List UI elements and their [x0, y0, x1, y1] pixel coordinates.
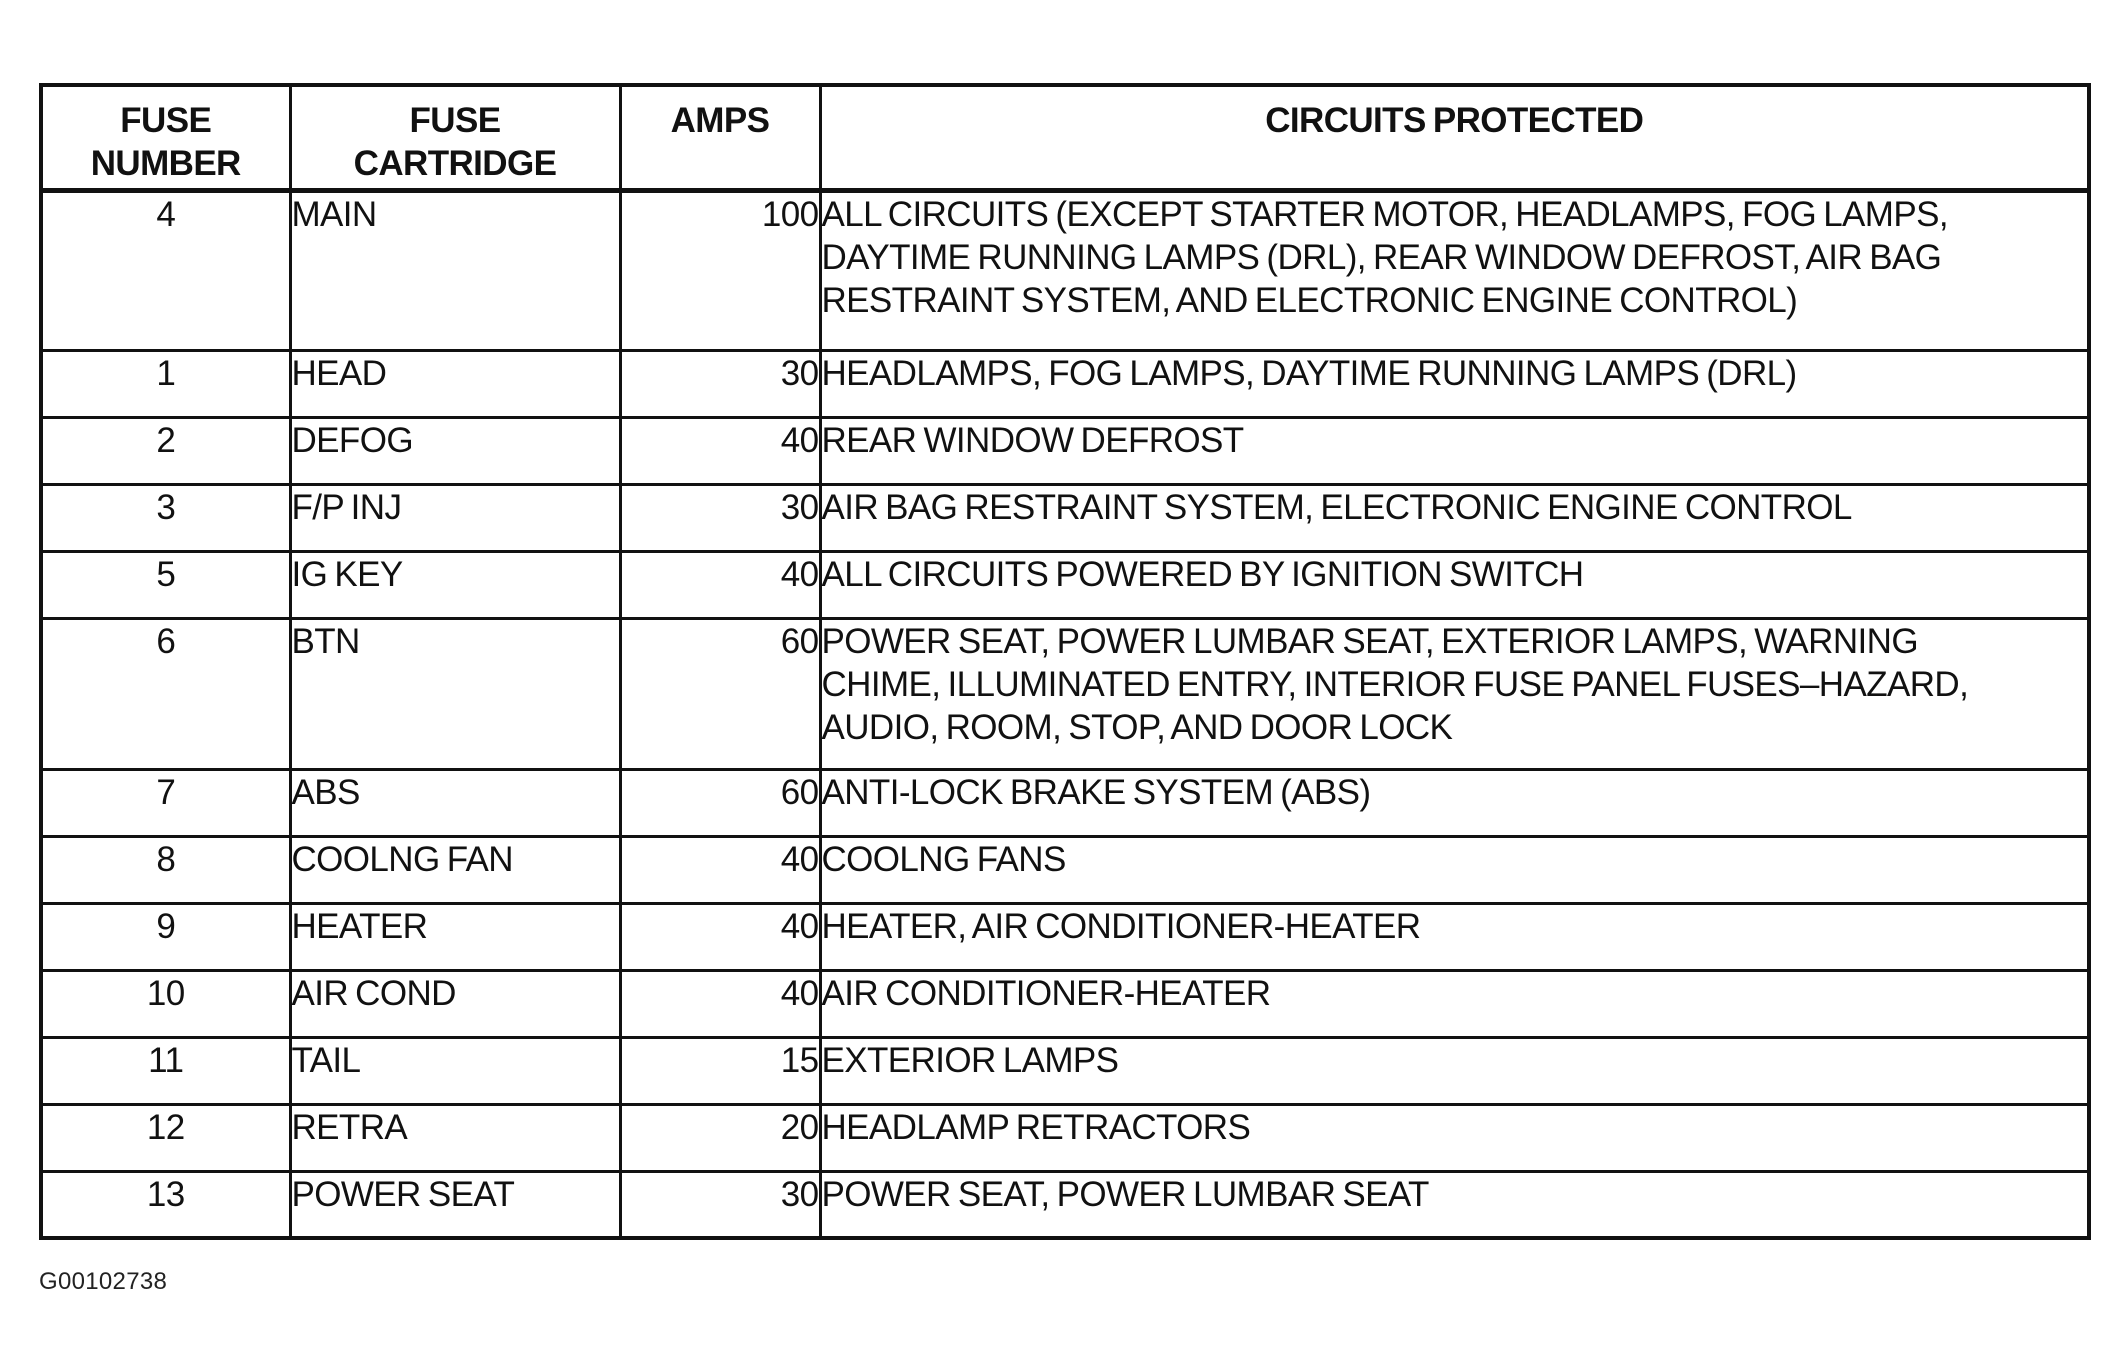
figure-code: G00102738: [39, 1268, 168, 1295]
table-row: [41, 1104, 2089, 1171]
circuits-line: AUDIO, ROOM, STOP, AND DOOR LOCK: [821, 707, 1453, 747]
table-row: [41, 903, 2089, 970]
fuse-cartridge-cell: ABS: [290, 769, 620, 836]
fuse-cartridge-cell: COOLNG FAN: [290, 836, 620, 903]
fuse-number-cell: 2: [41, 417, 290, 484]
fuse-number-cell: 4: [41, 190, 290, 350]
circuits-line: CHIME, ILLUMINATED ENTRY, INTERIOR FUSE PANEL FUSES–HAZARD,: [821, 664, 1969, 704]
circuits-line: DAYTIME RUNNING LAMPS (DRL), REAR WINDOW DEFROST, AIR BAG: [821, 237, 1942, 277]
circuits-cell: [820, 484, 2089, 551]
fuse-cartridge-cell: AIR COND: [290, 970, 620, 1037]
circuits-cell: [820, 618, 2089, 769]
circuits-cell: [820, 903, 2089, 970]
circuits-line: AIR BAG RESTRAINT SYSTEM, ELECTRONIC ENGINE CONTROL: [821, 487, 1852, 527]
amps-cell: 40: [620, 903, 820, 970]
amps-cell: 30: [620, 1171, 820, 1238]
fuse-cartridge-cell: TAIL: [290, 1037, 620, 1104]
table-row: [41, 836, 2089, 903]
table-row: [41, 190, 2089, 350]
amps-cell: 60: [620, 618, 820, 769]
table-row: [41, 970, 2089, 1037]
fuse-cartridge-cell: HEATER: [290, 903, 620, 970]
circuits-line: COOLNG FANS: [821, 839, 1066, 879]
amps-cell: 60: [620, 769, 820, 836]
fuse-number-cell: 1: [41, 350, 290, 417]
circuits-cell: [820, 417, 2089, 484]
circuits-line: POWER SEAT, POWER LUMBAR SEAT, EXTERIOR LAMPS, WARNING: [821, 621, 1918, 661]
circuits-line: ALL CIRCUITS POWERED BY IGNITION SWITCH: [821, 554, 1584, 594]
fuse-number-cell: 10: [41, 970, 290, 1037]
fuse-number-cell: 7: [41, 769, 290, 836]
circuits-cell: [820, 1037, 2089, 1104]
fuse-cartridge-cell: POWER SEAT: [290, 1171, 620, 1238]
amps-cell: 40: [620, 551, 820, 618]
circuits-line: POWER SEAT, POWER LUMBAR SEAT: [821, 1174, 1429, 1214]
amps-cell: 30: [620, 350, 820, 417]
table-row: [41, 484, 2089, 551]
circuits-line: REAR WINDOW DEFROST: [821, 420, 1244, 460]
circuits-line: EXTERIOR LAMPS: [821, 1040, 1119, 1080]
circuits-cell: [820, 551, 2089, 618]
header-fuse-number: FUSE NUMBER: [41, 85, 290, 190]
header-circuits-protected: CIRCUITS PROTECTED: [820, 85, 2089, 190]
table-row: [41, 769, 2089, 836]
circuits-line: HEADLAMPS, FOG LAMPS, DAYTIME RUNNING LAMPS (DRL): [821, 353, 1797, 393]
fuse-number-cell: 12: [41, 1104, 290, 1171]
table-row: [41, 417, 2089, 484]
circuits-cell: [820, 350, 2089, 417]
amps-cell: 40: [620, 836, 820, 903]
fuse-table: [39, 83, 2091, 1240]
fuse-number-cell: 6: [41, 618, 290, 769]
circuits-line: ALL CIRCUITS (EXCEPT STARTER MOTOR, HEADLAMPS, FOG LAMPS,: [821, 194, 1948, 234]
header-fuse-cartridge: FUSE CARTRIDGE: [290, 85, 620, 190]
amps-cell: 20: [620, 1104, 820, 1171]
circuits-line: HEADLAMP RETRACTORS: [821, 1107, 1251, 1147]
header-amps: AMPS: [620, 85, 820, 190]
circuits-cell: [820, 190, 2089, 350]
circuits-line: RESTRAINT SYSTEM, AND ELECTRONIC ENGINE CONTROL): [821, 280, 1798, 320]
fuse-cartridge-cell: HEAD: [290, 350, 620, 417]
table-row: [41, 551, 2089, 618]
table-row: [41, 1171, 2089, 1238]
fuse-number-cell: 8: [41, 836, 290, 903]
amps-cell: 100: [620, 190, 820, 350]
fuse-cartridge-cell: DEFOG: [290, 417, 620, 484]
circuits-line: AIR CONDITIONER-HEATER: [821, 973, 1271, 1013]
circuits-cell: [820, 836, 2089, 903]
fuse-cartridge-cell: MAIN: [290, 190, 620, 350]
fuse-cartridge-cell: F/P INJ: [290, 484, 620, 551]
circuits-cell: [820, 1171, 2089, 1238]
fuse-cartridge-cell: BTN: [290, 618, 620, 769]
amps-cell: 30: [620, 484, 820, 551]
header-row: [41, 85, 2089, 190]
table-row: [41, 618, 2089, 769]
table-row: [41, 1037, 2089, 1104]
circuits-cell: [820, 1104, 2089, 1171]
fuse-number-cell: 13: [41, 1171, 290, 1238]
amps-cell: 15: [620, 1037, 820, 1104]
fuse-number-cell: 5: [41, 551, 290, 618]
amps-cell: 40: [620, 417, 820, 484]
fuse-number-cell: 11: [41, 1037, 290, 1104]
circuits-cell: [820, 970, 2089, 1037]
amps-cell: 40: [620, 970, 820, 1037]
table-row: [41, 350, 2089, 417]
fuse-number-cell: 9: [41, 903, 290, 970]
fuse-cartridge-cell: IG KEY: [290, 551, 620, 618]
circuits-line: HEATER, AIR CONDITIONER-HEATER: [821, 906, 1421, 946]
circuits-line: ANTI-LOCK BRAKE SYSTEM (ABS): [821, 772, 1371, 812]
fuse-cartridge-cell: RETRA: [290, 1104, 620, 1171]
fuse-number-cell: 3: [41, 484, 290, 551]
circuits-cell: [820, 769, 2089, 836]
